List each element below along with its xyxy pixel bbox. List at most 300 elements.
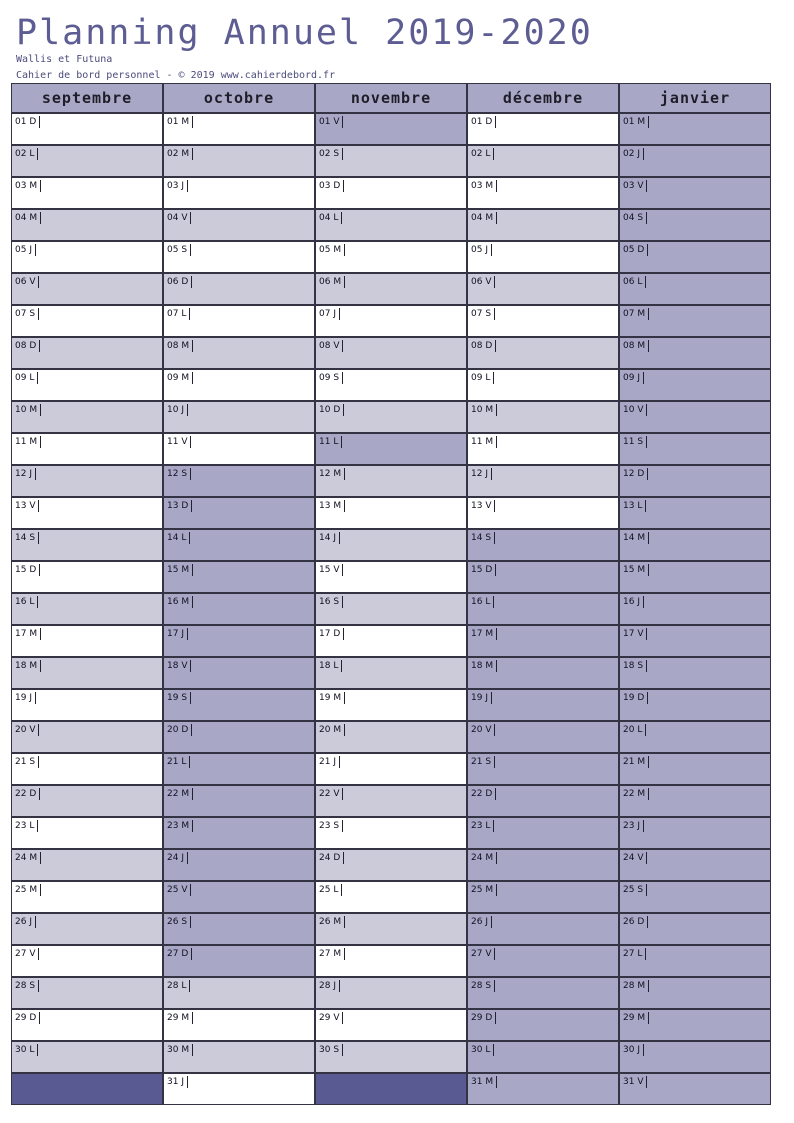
day-cell[interactable] — [315, 881, 467, 913]
day-cell[interactable] — [315, 977, 467, 1009]
day-cell[interactable] — [619, 305, 771, 337]
day-cell[interactable] — [619, 913, 771, 945]
day-label: 29 V — [319, 1012, 343, 1024]
day-cell[interactable] — [163, 817, 315, 849]
day-label: 01 M — [167, 116, 193, 128]
day-label: 25 L — [319, 884, 342, 896]
day-label: 30 L — [471, 1044, 494, 1056]
day-cell[interactable] — [467, 977, 619, 1009]
month-column — [11, 83, 163, 1110]
day-cell[interactable] — [619, 785, 771, 817]
day-label: 30 S — [319, 1044, 343, 1056]
day-cell[interactable] — [11, 1041, 163, 1073]
day-label: 06 V — [471, 276, 495, 288]
day-label: 16 J — [623, 596, 644, 608]
month-header: novembre — [315, 83, 467, 113]
day-label: 04 L — [319, 212, 342, 224]
day-cell[interactable] — [315, 913, 467, 945]
planner-grid — [11, 83, 774, 1110]
day-label: 26 D — [623, 916, 648, 928]
day-cell[interactable] — [619, 593, 771, 625]
day-label: 05 M — [319, 244, 345, 256]
day-label: 08 M — [167, 340, 193, 352]
day-label: 20 V — [15, 724, 39, 736]
day-label: 05 S — [167, 244, 191, 256]
day-label: 24 V — [623, 852, 647, 864]
day-label: 23 S — [319, 820, 343, 832]
day-cell[interactable] — [315, 113, 467, 145]
day-cell[interactable] — [163, 113, 315, 145]
day-cell[interactable] — [467, 273, 619, 305]
day-cell[interactable] — [11, 145, 163, 177]
day-label: 01 V — [319, 116, 343, 128]
day-label: 19 M — [319, 692, 345, 704]
day-label: 11 M — [471, 436, 497, 448]
day-label: 13 V — [15, 500, 39, 512]
day-label: 01 M — [623, 116, 649, 128]
day-cell[interactable] — [163, 657, 315, 689]
day-cell[interactable] — [315, 1009, 467, 1041]
day-label: 07 L — [167, 308, 190, 320]
day-cell[interactable] — [163, 625, 315, 657]
day-label: 15 V — [319, 564, 343, 576]
day-label: 27 D — [167, 948, 192, 960]
day-label: 04 M — [471, 212, 497, 224]
day-label: 21 L — [167, 756, 190, 768]
day-cell[interactable] — [467, 657, 619, 689]
day-label: 30 M — [167, 1044, 193, 1056]
day-label: 25 M — [15, 884, 41, 896]
day-cell[interactable] — [315, 433, 467, 465]
day-label: 15 D — [15, 564, 40, 576]
day-cell[interactable] — [315, 593, 467, 625]
month-header: septembre — [11, 83, 163, 113]
day-cell[interactable] — [467, 113, 619, 145]
day-cell[interactable] — [619, 945, 771, 977]
day-label: 26 J — [15, 916, 36, 928]
day-cell[interactable] — [11, 273, 163, 305]
day-cell[interactable] — [467, 849, 619, 881]
day-cell[interactable] — [619, 657, 771, 689]
day-cell[interactable] — [619, 529, 771, 561]
day-label: 06 L — [623, 276, 646, 288]
day-cell[interactable] — [467, 1073, 619, 1105]
day-label: 21 J — [319, 756, 340, 768]
day-cell[interactable] — [163, 721, 315, 753]
day-cell[interactable] — [467, 625, 619, 657]
day-label: 02 M — [167, 148, 193, 160]
day-label: 20 V — [471, 724, 495, 736]
day-cell[interactable] — [467, 337, 619, 369]
day-cell[interactable] — [467, 689, 619, 721]
day-cell[interactable] — [467, 753, 619, 785]
day-cell[interactable] — [315, 753, 467, 785]
day-cell[interactable] — [163, 1009, 315, 1041]
day-label: 24 M — [15, 852, 41, 864]
day-label: 20 D — [167, 724, 192, 736]
day-cell[interactable] — [11, 593, 163, 625]
day-label: 03 M — [15, 180, 41, 192]
day-cell[interactable] — [467, 1009, 619, 1041]
day-cell[interactable] — [467, 369, 619, 401]
day-cell[interactable] — [163, 497, 315, 529]
day-label: 15 M — [167, 564, 193, 576]
day-cell[interactable] — [163, 881, 315, 913]
day-cell[interactable] — [11, 113, 163, 145]
day-label: 20 L — [623, 724, 646, 736]
day-label: 19 J — [471, 692, 492, 704]
day-cell[interactable] — [11, 913, 163, 945]
day-cell[interactable] — [315, 497, 467, 529]
day-cell[interactable] — [619, 881, 771, 913]
day-cell[interactable] — [467, 465, 619, 497]
day-label: 16 M — [167, 596, 193, 608]
day-cell[interactable] — [11, 1009, 163, 1041]
day-label: 20 M — [319, 724, 345, 736]
day-cell[interactable] — [467, 1041, 619, 1073]
day-cell[interactable] — [163, 977, 315, 1009]
day-label: 27 M — [319, 948, 345, 960]
day-cell[interactable] — [11, 209, 163, 241]
day-label: 26 J — [471, 916, 492, 928]
day-label: 03 J — [167, 180, 188, 192]
day-cell[interactable] — [163, 241, 315, 273]
day-cell[interactable] — [619, 1041, 771, 1073]
day-label: 08 D — [471, 340, 496, 352]
day-label: 23 J — [623, 820, 644, 832]
month-column — [315, 83, 467, 1110]
day-cell[interactable] — [619, 337, 771, 369]
month-column — [619, 83, 771, 1110]
day-label: 18 M — [471, 660, 497, 672]
day-label: 28 L — [167, 980, 190, 992]
day-cell[interactable] — [11, 241, 163, 273]
day-cell[interactable] — [315, 625, 467, 657]
day-cell[interactable] — [619, 177, 771, 209]
day-label: 04 S — [623, 212, 647, 224]
day-cell[interactable] — [163, 1041, 315, 1073]
day-label: 04 M — [15, 212, 41, 224]
day-cell[interactable] — [619, 145, 771, 177]
day-label: 29 D — [15, 1012, 40, 1024]
day-cell[interactable] — [163, 593, 315, 625]
day-cell[interactable] — [163, 1073, 315, 1105]
day-cell[interactable] — [163, 273, 315, 305]
day-cell[interactable] — [11, 785, 163, 817]
month-header: octobre — [163, 83, 315, 113]
day-cell[interactable] — [619, 817, 771, 849]
day-label: 03 M — [471, 180, 497, 192]
day-label: 23 L — [471, 820, 494, 832]
day-label: 03 V — [623, 180, 647, 192]
day-cell[interactable] — [467, 593, 619, 625]
day-label: 06 D — [167, 276, 192, 288]
day-label: 25 M — [471, 884, 497, 896]
day-label: 23 L — [15, 820, 38, 832]
day-label: 27 V — [471, 948, 495, 960]
day-label: 21 S — [471, 756, 495, 768]
day-cell[interactable] — [467, 721, 619, 753]
day-label: 18 V — [167, 660, 191, 672]
day-cell[interactable] — [11, 945, 163, 977]
day-label: 02 L — [471, 148, 494, 160]
day-cell[interactable] — [163, 401, 315, 433]
day-label: 11 L — [319, 436, 342, 448]
day-label: 29 M — [167, 1012, 193, 1024]
day-cell[interactable] — [315, 209, 467, 241]
day-label: 13 D — [167, 500, 192, 512]
day-label: 29 D — [471, 1012, 496, 1024]
day-cell[interactable] — [163, 209, 315, 241]
day-label: 28 J — [319, 980, 340, 992]
day-cell[interactable] — [11, 625, 163, 657]
day-cell[interactable] — [467, 913, 619, 945]
day-cell[interactable] — [163, 913, 315, 945]
day-label: 12 J — [471, 468, 492, 480]
day-cell[interactable] — [163, 689, 315, 721]
day-label: 23 M — [167, 820, 193, 832]
day-cell[interactable] — [11, 369, 163, 401]
day-cell[interactable] — [467, 305, 619, 337]
month-header: janvier — [619, 83, 771, 113]
day-cell[interactable] — [163, 465, 315, 497]
empty-day-cell — [315, 1073, 467, 1105]
day-cell[interactable] — [315, 177, 467, 209]
day-cell[interactable] — [315, 529, 467, 561]
day-cell[interactable] — [315, 337, 467, 369]
day-cell[interactable] — [315, 305, 467, 337]
day-label: 26 S — [167, 916, 191, 928]
day-label: 09 L — [15, 372, 38, 384]
day-cell[interactable] — [11, 817, 163, 849]
credit-line: Cahier de bord personnel - © 2019 www.cahierdebord.fr — [16, 70, 336, 81]
day-cell[interactable] — [163, 785, 315, 817]
day-label: 21 M — [623, 756, 649, 768]
day-cell[interactable] — [467, 497, 619, 529]
page-title: Planning Annuel 2019-2020 — [16, 13, 593, 53]
day-label: 09 J — [623, 372, 644, 384]
day-cell[interactable] — [467, 177, 619, 209]
day-label: 19 D — [623, 692, 648, 704]
day-cell[interactable] — [11, 849, 163, 881]
day-label: 22 D — [15, 788, 40, 800]
day-cell[interactable] — [163, 337, 315, 369]
day-label: 17 J — [167, 628, 188, 640]
day-cell[interactable] — [11, 561, 163, 593]
day-label: 24 J — [167, 852, 188, 864]
day-label: 14 L — [167, 532, 190, 544]
day-cell[interactable] — [619, 1073, 771, 1105]
day-cell[interactable] — [619, 849, 771, 881]
day-cell[interactable] — [619, 753, 771, 785]
day-label: 05 D — [623, 244, 648, 256]
day-cell[interactable] — [163, 753, 315, 785]
day-label: 07 S — [471, 308, 495, 320]
day-cell[interactable] — [315, 945, 467, 977]
day-label: 19 J — [15, 692, 36, 704]
day-label: 22 M — [623, 788, 649, 800]
day-label: 16 L — [15, 596, 38, 608]
day-label: 15 D — [471, 564, 496, 576]
day-cell[interactable] — [619, 625, 771, 657]
day-cell[interactable] — [619, 401, 771, 433]
day-cell[interactable] — [467, 241, 619, 273]
day-label: 01 D — [15, 116, 40, 128]
day-cell[interactable] — [619, 1009, 771, 1041]
day-label: 17 D — [319, 628, 344, 640]
day-cell[interactable] — [467, 209, 619, 241]
day-label: 28 S — [15, 980, 39, 992]
day-cell[interactable] — [619, 113, 771, 145]
day-label: 28 S — [471, 980, 495, 992]
day-label: 14 S — [471, 532, 495, 544]
day-label: 17 V — [623, 628, 647, 640]
day-cell[interactable] — [11, 977, 163, 1009]
day-cell[interactable] — [163, 433, 315, 465]
day-cell[interactable] — [315, 721, 467, 753]
day-label: 31 V — [623, 1076, 647, 1088]
day-cell[interactable] — [11, 753, 163, 785]
day-cell[interactable] — [163, 369, 315, 401]
day-cell[interactable] — [11, 401, 163, 433]
day-cell[interactable] — [11, 337, 163, 369]
day-label: 06 V — [15, 276, 39, 288]
day-cell[interactable] — [315, 273, 467, 305]
day-label: 26 M — [319, 916, 345, 928]
day-label: 09 S — [319, 372, 343, 384]
day-cell[interactable] — [163, 529, 315, 561]
day-cell[interactable] — [11, 721, 163, 753]
day-label: 02 L — [15, 148, 38, 160]
day-label: 21 S — [15, 756, 39, 768]
day-cell[interactable] — [315, 561, 467, 593]
day-label: 06 M — [319, 276, 345, 288]
day-cell[interactable] — [11, 497, 163, 529]
day-label: 31 M — [471, 1076, 497, 1088]
day-cell[interactable] — [11, 529, 163, 561]
day-cell[interactable] — [619, 497, 771, 529]
day-cell[interactable] — [315, 849, 467, 881]
day-label: 12 M — [319, 468, 345, 480]
day-cell[interactable] — [11, 177, 163, 209]
day-label: 31 J — [167, 1076, 188, 1088]
day-cell[interactable] — [163, 305, 315, 337]
day-cell[interactable] — [163, 145, 315, 177]
day-cell[interactable] — [467, 817, 619, 849]
day-label: 17 M — [471, 628, 497, 640]
day-label: 18 L — [319, 660, 342, 672]
day-cell[interactable] — [619, 273, 771, 305]
day-label: 08 M — [623, 340, 649, 352]
day-cell[interactable] — [315, 1041, 467, 1073]
day-cell[interactable] — [467, 401, 619, 433]
day-label: 22 V — [319, 788, 343, 800]
day-cell[interactable] — [315, 401, 467, 433]
day-label: 08 V — [319, 340, 343, 352]
day-cell[interactable] — [315, 817, 467, 849]
day-label: 10 V — [623, 404, 647, 416]
day-cell[interactable] — [619, 721, 771, 753]
day-cell[interactable] — [619, 561, 771, 593]
day-cell[interactable] — [11, 689, 163, 721]
day-label: 08 D — [15, 340, 40, 352]
day-cell[interactable] — [467, 145, 619, 177]
day-cell[interactable] — [619, 465, 771, 497]
day-label: 10 J — [167, 404, 188, 416]
day-cell[interactable] — [163, 849, 315, 881]
day-cell[interactable] — [467, 433, 619, 465]
day-label: 05 J — [15, 244, 36, 256]
day-label: 24 D — [319, 852, 344, 864]
day-cell[interactable] — [163, 177, 315, 209]
day-label: 29 M — [623, 1012, 649, 1024]
day-label: 18 M — [15, 660, 41, 672]
day-label: 30 J — [623, 1044, 644, 1056]
day-label: 02 S — [319, 148, 343, 160]
day-label: 22 M — [167, 788, 193, 800]
day-label: 02 J — [623, 148, 644, 160]
day-cell[interactable] — [315, 657, 467, 689]
day-cell[interactable] — [315, 465, 467, 497]
day-label: 18 S — [623, 660, 647, 672]
day-cell[interactable] — [11, 305, 163, 337]
day-label: 12 J — [15, 468, 36, 480]
day-cell[interactable] — [163, 561, 315, 593]
day-label: 05 J — [471, 244, 492, 256]
day-cell[interactable] — [467, 529, 619, 561]
day-label: 14 M — [623, 532, 649, 544]
day-cell[interactable] — [11, 881, 163, 913]
day-cell[interactable] — [11, 657, 163, 689]
day-label: 22 D — [471, 788, 496, 800]
day-label: 19 S — [167, 692, 191, 704]
day-cell[interactable] — [163, 945, 315, 977]
day-cell[interactable] — [467, 881, 619, 913]
day-cell[interactable] — [315, 785, 467, 817]
day-cell[interactable] — [467, 785, 619, 817]
day-label: 07 M — [623, 308, 649, 320]
day-cell[interactable] — [619, 689, 771, 721]
day-cell[interactable] — [315, 241, 467, 273]
day-cell[interactable] — [315, 369, 467, 401]
day-cell[interactable] — [315, 689, 467, 721]
day-cell[interactable] — [467, 945, 619, 977]
day-label: 14 J — [319, 532, 340, 544]
day-cell[interactable] — [11, 465, 163, 497]
day-label: 25 V — [167, 884, 191, 896]
day-label: 14 S — [15, 532, 39, 544]
day-cell[interactable] — [315, 145, 467, 177]
day-label: 09 M — [167, 372, 193, 384]
day-label: 17 M — [15, 628, 41, 640]
day-label: 24 M — [471, 852, 497, 864]
day-cell[interactable] — [619, 209, 771, 241]
empty-day-cell — [11, 1073, 163, 1105]
day-label: 07 S — [15, 308, 39, 320]
day-cell[interactable] — [11, 433, 163, 465]
day-label: 12 D — [623, 468, 648, 480]
day-cell[interactable] — [619, 241, 771, 273]
day-cell[interactable] — [619, 433, 771, 465]
month-column — [467, 83, 619, 1110]
day-cell[interactable] — [619, 369, 771, 401]
day-cell[interactable] — [467, 561, 619, 593]
day-label: 11 M — [15, 436, 41, 448]
day-cell[interactable] — [619, 977, 771, 1009]
day-label: 13 M — [319, 500, 345, 512]
day-label: 09 L — [471, 372, 494, 384]
day-label: 03 D — [319, 180, 344, 192]
